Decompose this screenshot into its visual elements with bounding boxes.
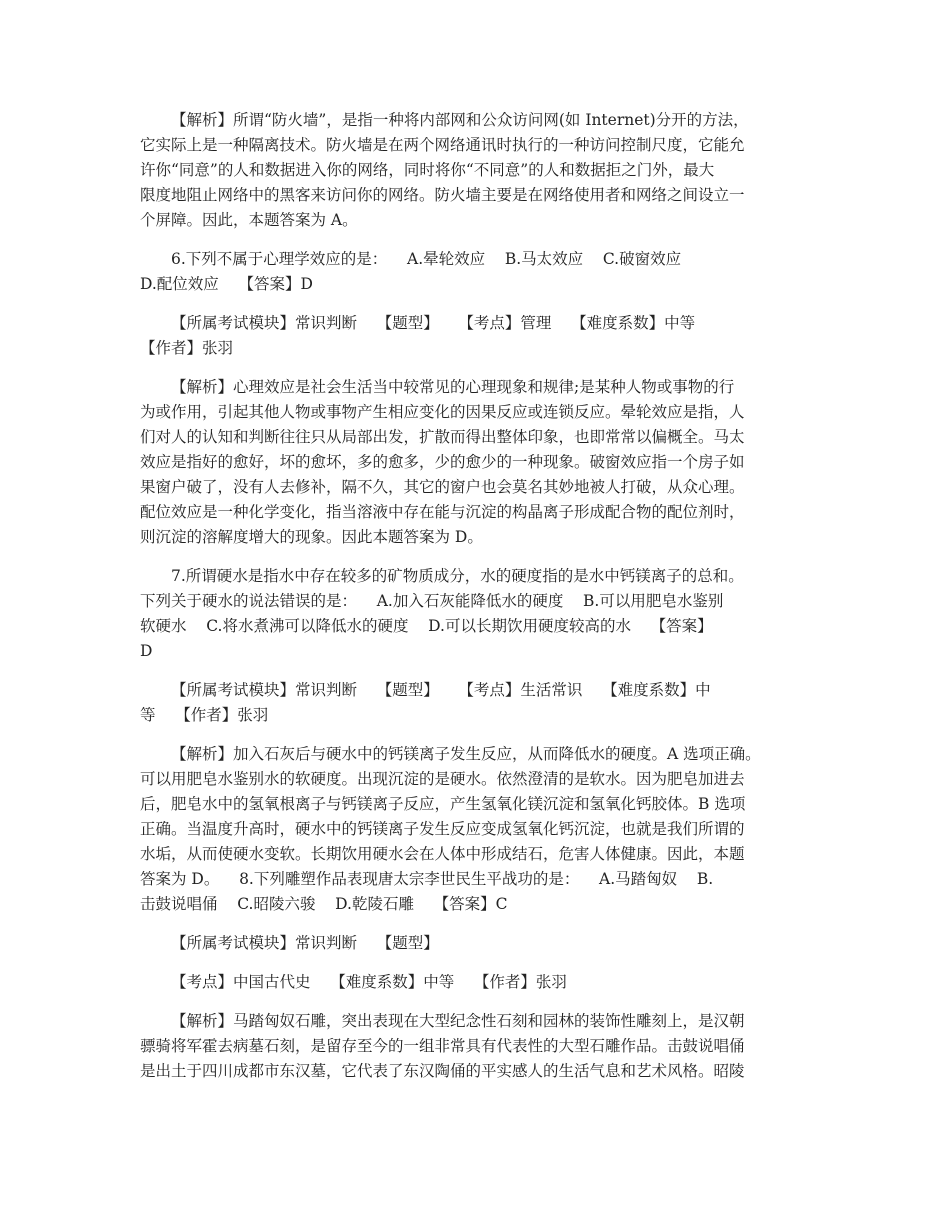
text-line: 【解析】心理效应是社会生活当中较常见的心理现象和规律;是某种人物或事物的行 [171,378,735,396]
text-line: 个屏障。因此，本题答案为 A。 [140,211,358,229]
text-line: 正确。当温度升高时，硬水中的钙镁离子发生反应变成氢氧化钙沉淀，也就是我们所谓的 [140,820,745,838]
text-line: 果窗户破了，没有人去修补，隔不久，其它的窗户也会莫名其妙地被人打破，从众心理。 [140,478,745,496]
text-line: 6.下列不属于心理学效应的是： A.晕轮效应 B.马太效应 C.破窗效应 [171,250,682,268]
text-line: 则沉淀的溶解度增大的现象。因此本题答案为 D。 [140,528,483,546]
paragraph-question-7 [140,564,810,664]
text-line: 击鼓说唱俑 C.昭陵六骏 D.乾陵石雕 【答案】C [140,895,508,913]
text-line: 【解析】所谓“防火墙”，是指一种将内部网和公众访问网(如 Internet)分开的方法， [171,111,749,129]
paragraph-meta-7 [140,678,810,728]
text-line: 7.所谓硬水是指水中存在较多的矿物质成分，水的硬度指的是水中钙镁离子的总和。 [171,567,744,585]
text-line: 骠骑将军霍去病墓石刻，是留存至今的一组非常具有代表性的大型石雕作品。击鼓说唱俑 [140,1037,745,1055]
paragraph-analysis-6 [140,375,810,550]
text-line: 等 【作者】张羽 [140,706,269,724]
text-line: 可以用肥皂水鉴别水的软硬度。出现沉淀的是硬水。依然澄清的是软水。因为肥皂加进去 [140,770,745,788]
text-line: 配位效应是一种化学变化，指当溶液中存在能与沉淀的构晶离子形成配合物的配位剂时， [140,503,745,521]
text-line: 答案为 D。 8.下列雕塑作品表现唐太宗李世民生平战功的是： A.马踏匈奴 B. [140,870,714,888]
text-line: 【所属考试模块】常识判断 【题型】 【考点】管理 【难度系数】中等 [171,314,696,332]
text-line: 它实际上是一种隔离技术。防火墙是在两个网络通讯时执行的一种访问控制尺度，它能允 [140,136,745,154]
text-line: 限度地阻止网络中的黑客来访问你的网络。防火墙主要是在网络使用者和网络之间设立一 [140,186,745,204]
text-line: 【解析】加入石灰后与硬水中的钙镁离子发生反应，从而降低水的硬度。A 选项正确。 [171,745,761,763]
paragraph-analysis-8 [140,1009,810,1084]
paragraph-question-6 [140,247,810,297]
paragraph-analysis-5 [140,108,810,233]
text-line: 效应是指好的愈好，坏的愈坏，多的愈多，少的愈少的一种现象。破窗效应指一个房子如 [140,453,745,471]
paragraph-meta-8b [140,970,810,995]
text-line: 下列关于硬水的说法错误的是： A.加入石灰能降低水的硬度 B.可以用肥皂水鉴别 [140,592,724,610]
text-line: D.配位效应 【答案】D [140,275,313,293]
text-line: 是出土于四川成都市东汉墓，它代表了东汉陶俑的平实感人的生活气息和艺术风格。昭陵 [140,1062,745,1080]
text-line: 【所属考试模块】常识判断 【题型】 [171,934,439,952]
text-line: D [140,642,153,660]
paragraph-meta-6 [140,311,810,361]
text-line: 水垢，从而使硬水变软。长期饮用硬水会在人体中形成结石，危害人体健康。因此，本题 [140,845,745,863]
text-line: 们对人的认知和判断往往只从局部出发，扩散而得出整体印象，也即常常以偏概全。马太 [140,428,745,446]
paragraph-meta-8a [140,931,810,956]
text-line: 许你“同意”的人和数据进入你的网络，同时将你“不同意”的人和数据拒之门外，最大 [140,161,715,179]
text-line: 后，肥皂水中的氢氧根离子与钙镁离子反应，产生氢氧化镁沉淀和氢氧化钙胶体。B 选项 [140,795,746,813]
text-line: 【考点】中国古代史 【难度系数】中等 【作者】张羽 [171,973,567,991]
text-line: 为或作用，引起其他人物或事物产生相应变化的因果反应或连锁反应。晕轮效应是指，人 [140,403,745,421]
text-line: 【所属考试模块】常识判断 【题型】 【考点】生活常识 【难度系数】中 [171,681,711,699]
text-line: 【作者】张羽 [140,339,234,357]
text-line: 【解析】马踏匈奴石雕，突出表现在大型纪念性石刻和园林的装饰性雕刻上，是汉朝 [171,1012,745,1030]
text-line: 软硬水 C.将水煮沸可以降低水的硬度 D.可以长期饮用硬度较高的水 【答案】 [140,617,713,635]
paragraph-analysis-7 [140,742,810,917]
